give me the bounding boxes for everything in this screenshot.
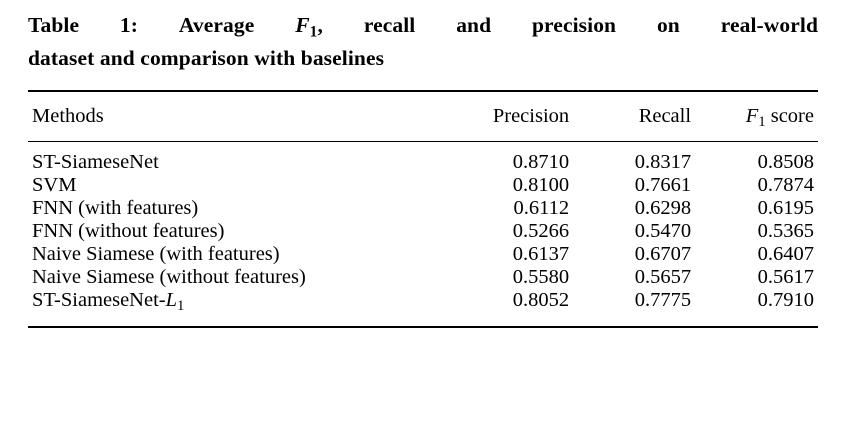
table-row xyxy=(28,197,818,220)
table-spacer xyxy=(28,131,818,140)
cell-f1: 0.8508 xyxy=(757,150,814,173)
cell-recall: 0.7775 xyxy=(634,288,692,311)
caption-word: and xyxy=(456,13,492,37)
table-spacer xyxy=(28,315,818,324)
cell-precision: 0.5266 xyxy=(512,219,570,242)
cell-f1: 0.7874 xyxy=(757,173,814,196)
table-caption xyxy=(28,10,818,74)
cell-precision: 0.8710 xyxy=(512,150,570,173)
cell-recall: 0.6707 xyxy=(634,242,692,265)
cell-f1: 0.6407 xyxy=(757,242,814,265)
cell-method: FNN (without features) xyxy=(32,219,225,242)
table-spacer xyxy=(28,91,818,105)
table-row xyxy=(28,289,818,315)
column-header-recall: Recall xyxy=(638,104,692,127)
caption-word: on xyxy=(656,13,680,37)
caption-word: recall xyxy=(363,13,416,37)
caption-word: precision xyxy=(532,13,617,37)
caption-word: Average xyxy=(178,13,255,37)
table-row xyxy=(28,266,818,289)
table-header-row xyxy=(28,105,818,131)
cell-precision: 0.6112 xyxy=(513,196,570,219)
cell-method: Naive Siamese (without features) xyxy=(32,265,306,288)
cell-precision: 0.6137 xyxy=(512,242,570,265)
caption-line-2: dataset and comparison with baselines xyxy=(28,46,385,71)
cell-recall: 0.7661 xyxy=(634,173,692,196)
results-table xyxy=(28,88,818,328)
table-row xyxy=(28,243,818,266)
table-spacer xyxy=(28,141,818,151)
cell-method: FNN (with features) xyxy=(32,196,199,219)
cell-recall: 0.5470 xyxy=(634,219,692,242)
cell-recall: 0.8317 xyxy=(634,150,692,173)
cell-recall: 0.5657 xyxy=(634,265,692,288)
caption-word: 1: xyxy=(119,13,139,37)
cell-f1: 0.5617 xyxy=(757,265,814,288)
column-header-methods: Methods xyxy=(32,104,104,127)
cell-method: $ST-SiameseNet-L_1$ xyxy=(32,288,185,315)
cell-method: SVM xyxy=(32,173,77,196)
table-row xyxy=(28,151,818,174)
table-row xyxy=(28,220,818,243)
cell-f1: 0.7910 xyxy=(757,288,814,311)
cell-precision: 0.5580 xyxy=(512,265,570,288)
cell-precision: 0.8052 xyxy=(512,288,570,311)
cell-f1: 0.5365 xyxy=(757,219,814,242)
column-header-precision: Precision xyxy=(492,104,570,127)
cell-precision: 0.8100 xyxy=(512,173,570,196)
caption-symbol-f1: $F_1$, xyxy=(295,13,323,41)
caption-word: Table xyxy=(28,13,80,37)
caption-line-1 xyxy=(28,10,818,43)
cell-f1: 0.6195 xyxy=(757,196,814,219)
cell-method: Naive Siamese (with features) xyxy=(32,242,280,265)
table-rule-bottom xyxy=(28,324,818,327)
cell-recall: 0.6298 xyxy=(634,196,692,219)
cell-method: ST-SiameseNet xyxy=(32,150,159,173)
table-row xyxy=(28,174,818,197)
column-header-f1: $F_1$ score xyxy=(745,104,814,130)
caption-word: real-world xyxy=(720,13,819,37)
